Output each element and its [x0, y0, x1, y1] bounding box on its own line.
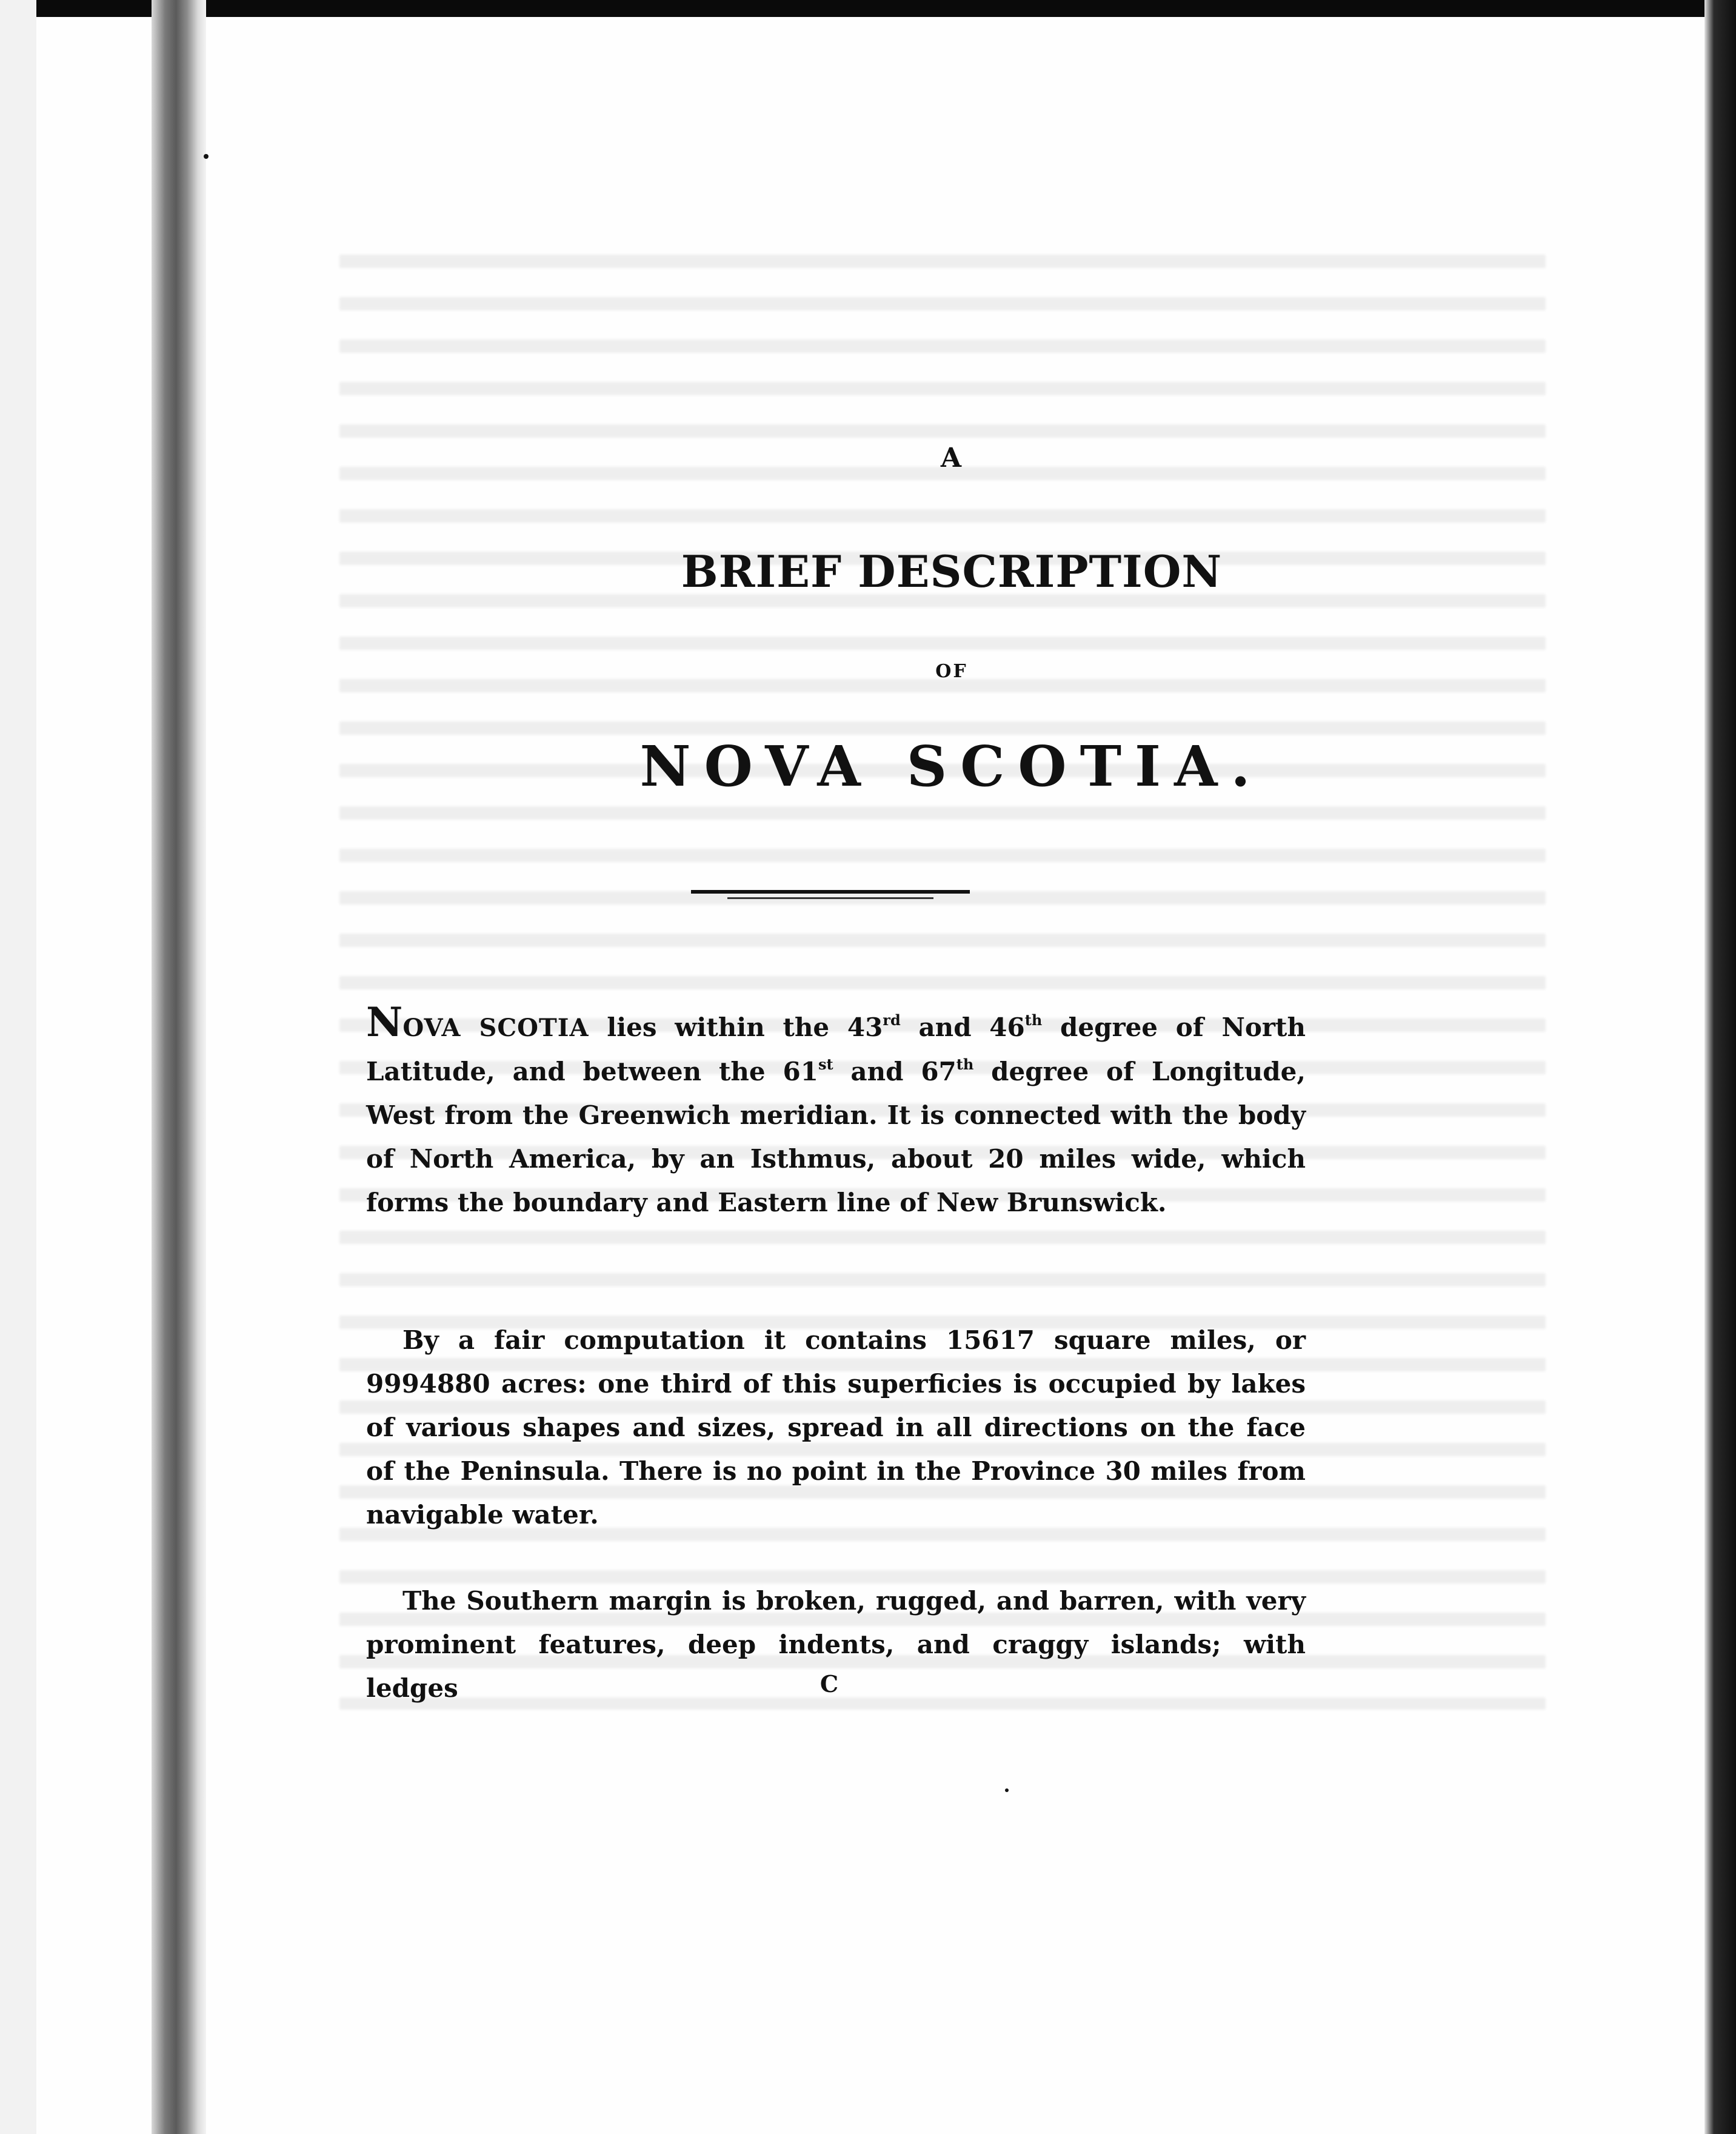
text-segment: degree of North Latitude, and between the 61 — [366, 1012, 1306, 1086]
title-brief-description: BRIEF DESCRIPTION — [681, 546, 1223, 597]
ornamental-rule-under — [727, 897, 933, 899]
superscript: st — [818, 1055, 833, 1073]
dust-speck — [1005, 1788, 1009, 1792]
paragraph-location — [366, 1000, 1306, 1225]
scan-right-border — [1704, 0, 1736, 2134]
signature-mark: C — [820, 1670, 839, 1697]
text-segment: lies within the 43 — [589, 1012, 883, 1042]
paragraph-area: By a fair computation it contains 15617 square miles, or 9994880 acres: one third of this superficies is occupied by lakes of various shapes and sizes, spread in all directions on the face of the Peninsula. There is no point in the Province 30 miles from navigable water. — [366, 1325, 1306, 1530]
scan-top-border — [0, 0, 1736, 17]
text-segment: and 46 — [900, 1012, 1025, 1042]
superscript: rd — [883, 1011, 901, 1029]
title-of: OF — [935, 661, 968, 682]
superscript: th — [1024, 1011, 1043, 1029]
title-nova-scotia: NOVA SCOTIA. — [639, 734, 1264, 799]
small-caps-name: OVA SCOTIA — [402, 1014, 589, 1042]
title-article: A — [940, 443, 963, 473]
book-gutter-shadow — [152, 0, 206, 2134]
drop-cap: N — [366, 998, 403, 1046]
dust-speck — [204, 154, 209, 159]
ornamental-rule — [691, 890, 970, 894]
paragraph-southern-margin: The Southern margin is broken, rugged, and barren, with very prominent features, deep indents, and craggy islands; with ledges — [366, 1586, 1306, 1703]
text-segment: degree of Longitude, West from the Greenwich meridian. It is connected with the body of North America, by an Isthmus, about 20 miles wide, which forms the boundary and Eastern line of New Brunswick. — [366, 1057, 1306, 1217]
text-segment: and 67 — [833, 1057, 956, 1086]
scan-left-margin — [0, 0, 36, 2134]
superscript: th — [956, 1055, 974, 1073]
